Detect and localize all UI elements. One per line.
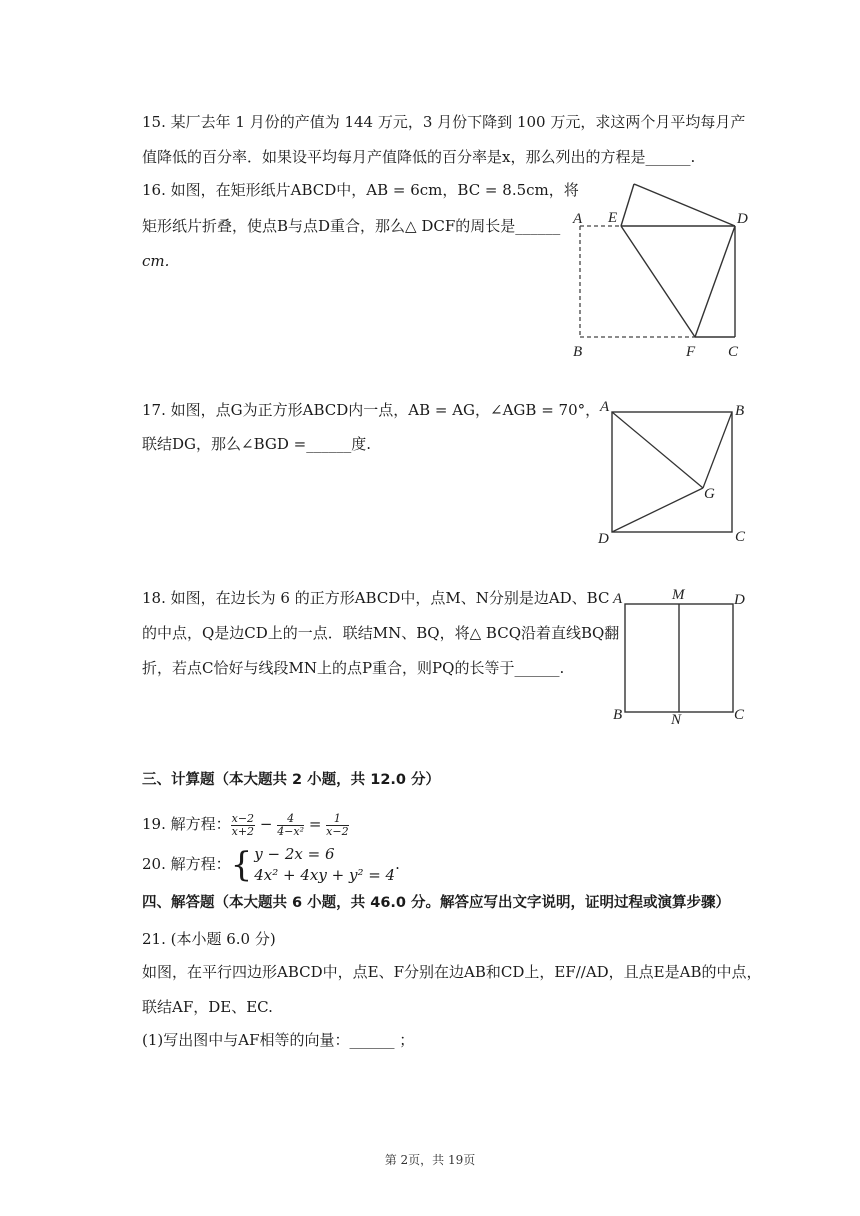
q17-label-b: B <box>735 403 745 419</box>
q18-label-a: A <box>613 591 623 607</box>
q19-fraction-3 <box>326 813 348 838</box>
q19-equation <box>142 807 349 841</box>
q19-equals: = <box>308 815 322 833</box>
q19-minus: − <box>259 815 273 833</box>
q19-prefix: 19. 解方程： <box>142 815 231 833</box>
q20-equation <box>142 842 400 886</box>
q19-f3-num: 1 <box>326 813 348 826</box>
q20-eq1: y − 2x = 6 <box>254 845 335 863</box>
q16-label-d: D <box>737 211 748 227</box>
q18-label-n: N <box>671 712 682 728</box>
q17-line2: 联结DG，那么∠BGD =______度. <box>142 435 371 453</box>
section4-heading: 四、解答题（本大题共 6 小题，共 46.0 分。解答应写出文字说明，证明过程或演算步骤） <box>142 895 731 911</box>
q19-f1-den: x+2 <box>231 824 255 838</box>
q17-label-d: D <box>598 531 609 547</box>
q18-line2: 的中点，Q是边CD上的一点．联结MN、BQ，将△ BCQ沿着直线BQ翻 <box>142 624 620 642</box>
q16-label-b: B <box>573 344 583 360</box>
q17-label-a: A <box>600 399 610 415</box>
q19-f1-num: x−2 <box>231 811 255 825</box>
q21-title: 21. (本小题 6.0 分) <box>142 930 276 948</box>
q20-brace: { <box>230 845 253 885</box>
q19-fraction-1 <box>231 813 255 838</box>
q16-label-a: A <box>573 211 583 227</box>
q21-line1: 如图，在平行四边形ABCD中，点E、F分别在边AB和CD上，EF//AD，且点E是AB的中点， <box>142 963 762 981</box>
q18-label-b: B <box>613 707 623 723</box>
q20-system <box>254 844 395 886</box>
q20-prefix: 20. 解方程： <box>142 855 231 873</box>
page-footer: 第 2页，共 19页 <box>384 1153 476 1167</box>
q19-f2-den: 4−x² <box>277 824 305 838</box>
q19-f3-den: x−2 <box>326 824 349 838</box>
q16-label-e: E <box>608 210 618 226</box>
q18-label-d: D <box>734 592 745 608</box>
q16-line1: 16. 如图，在矩形纸片ABCD中，AB = 6cm，BC = 8.5cm，将 <box>142 181 579 199</box>
q18-label-m: M <box>672 587 685 603</box>
q16-label-c: C <box>728 344 739 360</box>
q18-label-c: C <box>734 707 745 723</box>
q16-figure <box>565 175 765 365</box>
q18-line3: 折，若点C恰好与线段MN上的点P重合，则PQ的长等于______. <box>142 659 565 677</box>
q18-line1: 18. 如图，在边长为 6 的正方形ABCD中，点M、N分别是边AD、BC <box>142 589 610 607</box>
q18-figure <box>605 583 760 733</box>
q20-eq2: 4x² + 4xy + y² = 4 <box>254 866 396 884</box>
q19-fraction-2 <box>277 813 304 838</box>
section3-heading: 三、计算题（本大题共 2 小题，共 12.0 分） <box>142 772 441 788</box>
q17-label-g: G <box>704 486 715 502</box>
q17-label-c: C <box>735 529 746 545</box>
q17-figure <box>590 395 760 550</box>
q21-line2: 联结AF，DE、EC. <box>142 998 273 1016</box>
q17-line1: 17. 如图，点G为正方形ABCD内一点，AB = AG，∠AGB = 70°， <box>142 401 601 419</box>
q19-f2-num: 4 <box>277 813 304 826</box>
q20-suffix: . <box>395 855 400 873</box>
q16-line2: 矩形纸片折叠，使点B与点D重合，那么△ DCF的周长是______ <box>142 217 561 235</box>
q15-line2: 值降低的百分率．如果设平均每月产值降低的百分率是x，那么列出的方程是______. <box>142 148 696 166</box>
q16-line3: cm. <box>142 252 170 270</box>
q16-label-f: F <box>686 344 696 360</box>
q21-line3: (1)写出图中与AF相等的向量：______ ； <box>142 1031 415 1049</box>
q15-line1: 15. 某厂去年 1 月份的产值为 144 万元，3 月份下降到 100 万元，求这两个月平均每月产 <box>142 113 746 131</box>
